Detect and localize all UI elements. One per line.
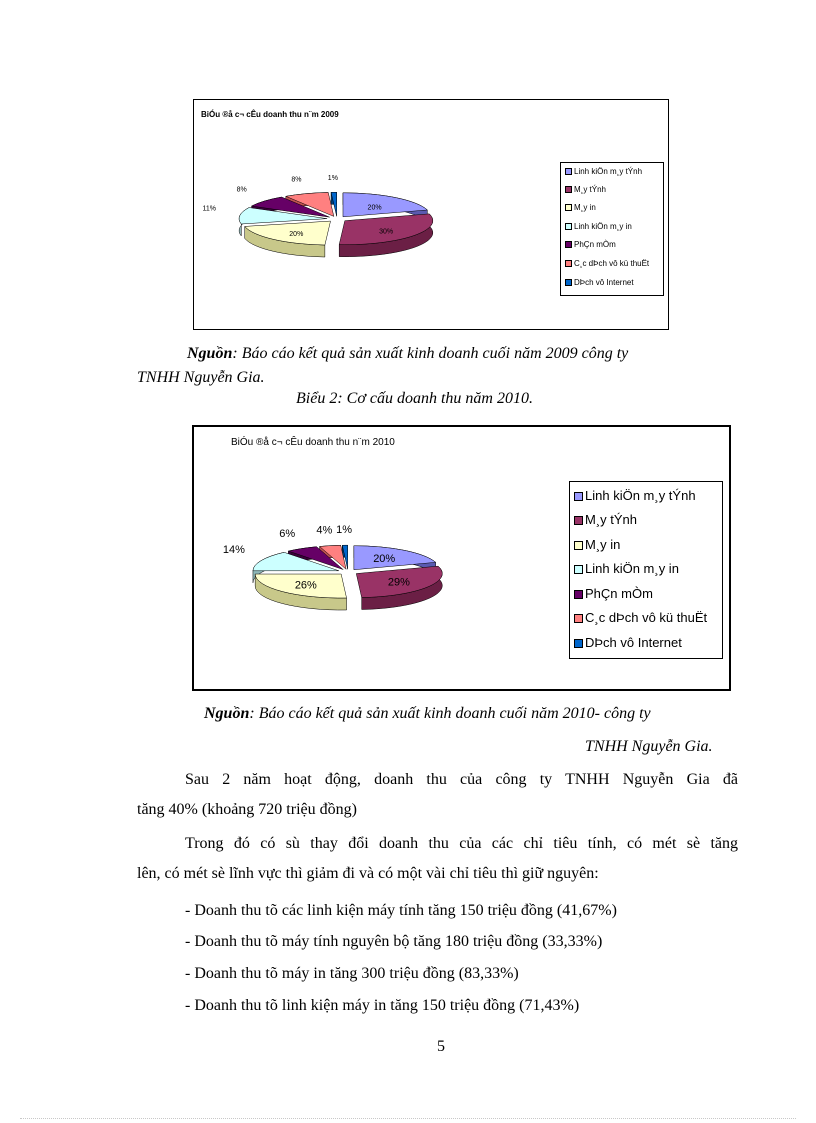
pie-data-label: 20% — [373, 553, 396, 566]
legend-item: Linh kiÖn m¸y tÝnh — [574, 488, 696, 503]
pie-data-label: 30% — [379, 228, 394, 236]
pie-data-label: 20% — [367, 204, 382, 212]
legend-item: Linh kiÖn m¸y in — [574, 561, 679, 576]
paragraph-line: Sau 2 năm hoạt động, doanh thu của công ty TNHH Nguyễn Gia đã — [185, 771, 738, 788]
legend-swatch — [574, 541, 583, 550]
legend-item: Linh kiÖn m¸y tÝnh — [565, 167, 642, 176]
bullet-line: - Doanh thu tõ linh kiện máy in tăng 150 triệu đồng (71,43%) — [185, 997, 580, 1014]
legend-swatch — [574, 516, 583, 525]
footer-divider — [20, 1118, 796, 1119]
pie-data-label: 1% — [327, 174, 338, 182]
legend-swatch — [574, 492, 583, 501]
chart-2009 — [193, 99, 669, 330]
legend-swatch — [565, 223, 572, 230]
source-line-2: TNHH Nguyễn Gia. — [585, 738, 713, 755]
pie-data-label: 29% — [387, 576, 410, 589]
source-line-1: Nguồn: Báo cáo kết quả sản xuất kinh doanh cuối năm 2009 công ty — [187, 345, 629, 362]
chart-title: BiÓu ®å c¬ cÊu doanh thu n¨m 2010 — [231, 437, 395, 448]
pie-data-label: 8% — [236, 186, 247, 194]
pie-data-label: 1% — [336, 523, 352, 536]
legend-swatch — [565, 241, 572, 248]
bullet-line: - Doanh thu tõ máy tính nguyên bộ tăng 180 triệu đồng (33,33%) — [185, 933, 603, 950]
legend-swatch — [565, 168, 572, 175]
pie-data-label: 8% — [291, 176, 302, 184]
legend-item: C¸c dÞch vô kü thuËt — [565, 259, 649, 268]
paragraph-line: lên, có mét sè lĩnh vực thì giảm đi và có một vài chỉ tiêu thì giữ nguyên: — [137, 865, 599, 882]
legend-item: M¸y tÝnh — [565, 185, 606, 194]
legend-item: M¸y tÝnh — [574, 512, 637, 527]
legend-item: C¸c dÞch vô kü thuËt — [574, 610, 707, 625]
legend-swatch — [574, 565, 583, 574]
legend-swatch — [574, 590, 583, 599]
figure-caption: Biểu 2: Cơ cấu doanh thu năm 2010. — [296, 390, 533, 407]
bullet-line: - Doanh thu tõ máy in tăng 300 triệu đồng (83,33%) — [185, 965, 519, 982]
pie-data-label: 6% — [279, 528, 296, 541]
legend-item: PhÇn mÒm — [574, 586, 653, 601]
legend-item: M¸y in — [574, 537, 620, 552]
source-line-1: Nguồn: Báo cáo kết quả sản xuất kinh doanh cuối năm 2010- công ty — [204, 705, 651, 722]
chart-title: BiÓu ®å c¬ cÊu doanh thu n¨m 2009 — [201, 110, 339, 119]
chart-legend — [560, 162, 664, 296]
chart-legend — [569, 481, 723, 659]
page-number: 5 — [437, 1038, 445, 1055]
paragraph-line: Trong đó có sù thay đổi doanh thu của các chỉ tiêu tính, có mét sè tăng — [185, 835, 738, 852]
legend-item: DÞch vô Internet — [565, 278, 634, 287]
legend-item: PhÇn mÒm — [565, 240, 616, 249]
pie-data-label: 4% — [316, 524, 333, 537]
legend-item: DÞch vô Internet — [574, 635, 682, 650]
source-line-2: TNHH Nguyễn Gia. — [137, 369, 265, 386]
pie-data-label: 14% — [222, 544, 245, 557]
legend-item: M¸y in — [565, 203, 596, 212]
pie-data-label: 20% — [289, 231, 304, 239]
pie-data-label: 26% — [294, 579, 317, 592]
legend-item: Linh kiÖn m¸y in — [565, 222, 632, 231]
legend-swatch — [574, 639, 583, 648]
pie-data-label: 11% — [202, 205, 217, 213]
legend-swatch — [565, 260, 572, 267]
legend-swatch — [565, 204, 572, 211]
paragraph-line: tăng 40% (khoảng 720 triệu đồng) — [137, 801, 357, 818]
legend-swatch — [574, 614, 583, 623]
legend-swatch — [565, 279, 572, 286]
chart-2010 — [192, 425, 731, 691]
bullet-line: - Doanh thu tõ các linh kiện máy tính tăng 150 triệu đồng (41,67%) — [185, 902, 617, 919]
legend-swatch — [565, 186, 572, 193]
